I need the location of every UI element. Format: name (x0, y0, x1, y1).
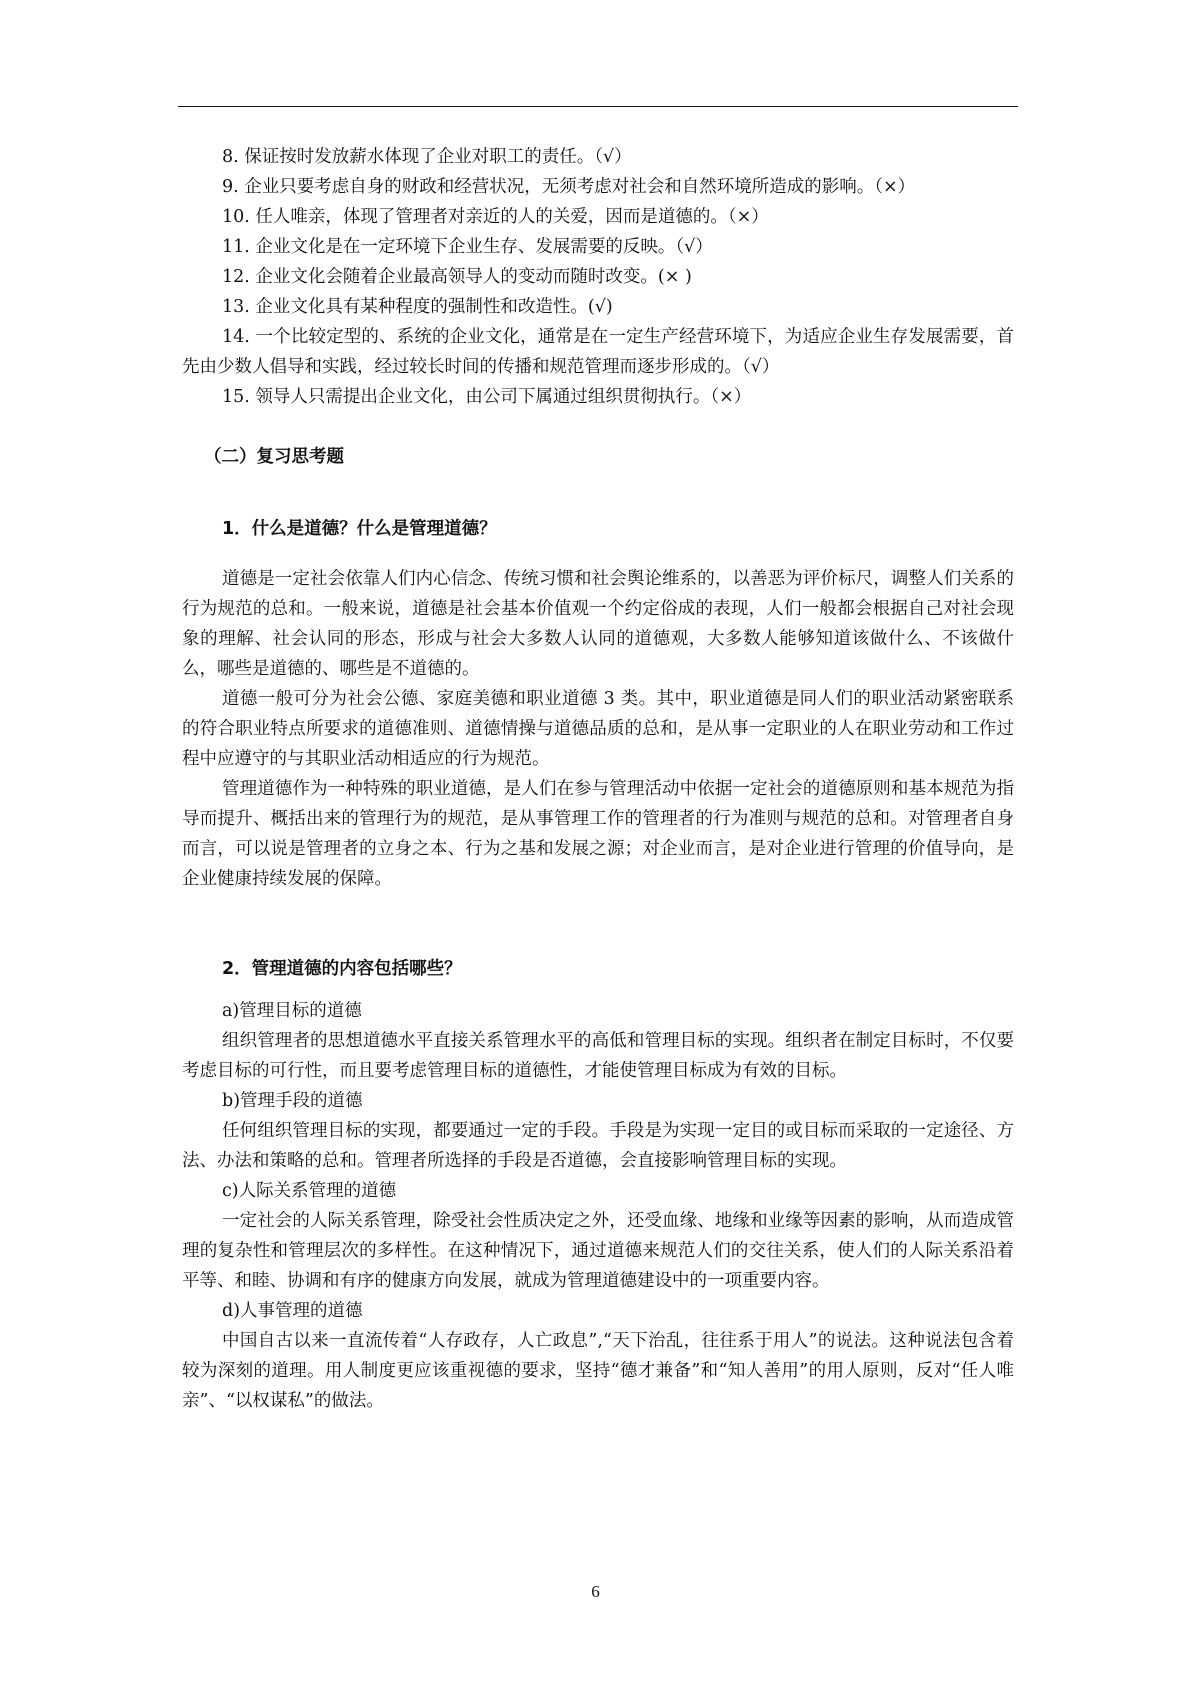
part-c-text: 一定社会的人际关系管理，除受社会性质决定之外，还受血缘、地缘和业缘等因素的影响，从而造成管理的复杂性和管理层次的多样性。在这种情况下，通过道德来规范人们的交往关系，使人们的人际关系沿着平等、和睦、协调和有序的健康方向发展，就成为管理道德建设中的一项重要内容。 (182, 1211, 1014, 1291)
part-c-label: c)人际关系管理的道德 (222, 1181, 397, 1201)
question-1-paragraph: 道德一般可分为社会公德、家庭美德和职业道德 3 类。其中，职业道德是同人们的职业活动紧密联系的符合职业特点所要求的道德准则、道德情操与道德品质的总和，是从事一定职业的人在职业劳动和工作过程中应遵守的与其职业活动相适应的行为规范。 (182, 689, 1014, 769)
section-title: （二）复习思考题 (204, 447, 344, 467)
part-b-text: 任何组织管理目标的实现，都要通过一定的手段。手段是为实现一定目的或目标而采取的一定途径、方法、办法和策略的总和。管理者所选择的手段是否道德，会直接影响管理目标的实现。 (182, 1121, 1014, 1171)
part-b-label: b)管理手段的道德 (222, 1091, 363, 1111)
page-content (182, 142, 1014, 1416)
question-2-title: 2．管理道德的内容包括哪些？ (222, 959, 462, 979)
tf-item-10: 10. 任人唯亲，体现了管理者对亲近的人的关爱，因而是道德的。（×） (222, 207, 769, 227)
header-rule (178, 106, 1018, 107)
page-number: 6 (591, 1582, 600, 1601)
question-1-paragraph: 管理道德作为一种特殊的职业道德，是人们在参与管理活动中依据一定社会的道德原则和基本规范为指导而提升、概括出来的管理行为的规范，是从事管理工作的管理者的行为准则与规范的总和。对管理者自身而言，可以说是管理者的立身之本、行为之基和发展之源；对企业而言，是对企业进行管理的价值导向，是企业健康持续发展的保障。 (182, 779, 1014, 889)
tf-item-11: 11. 企业文化是在一定环境下企业生存、发展需要的反映。（√） (222, 237, 713, 257)
part-a-label: a)管理目标的道德 (222, 1001, 362, 1021)
part-d-label: d)人事管理的道德 (222, 1301, 363, 1321)
tf-item-12: 12. 企业文化会随着企业最高领导人的变动而随时改变。(× ) (222, 267, 692, 287)
tf-item-13: 13. 企业文化具有某种程度的强制性和改造性。(√) (222, 297, 613, 317)
tf-item-14: 14. 一个比较定型的、系统的企业文化，通常是在一定生产经营环境下，为适应企业生存发展需要，首先由少数人倡导和实践，经过较长时间的传播和规范管理而逐步形成的。（√） (182, 327, 1014, 377)
question-1-paragraph: 道德是一定社会依靠人们内心信念、传统习惯和社会舆论维系的，以善恶为评价标尺，调整人们关系的行为规范的总和。一般来说，道德是社会基本价值观一个约定俗成的表现，人们一般都会根据自己对社会现象的理解、社会认同的形态，形成与社会大多数人认同的道德观，大多数人能够知道该做什么、不该做什么，哪些是道德的、哪些是不道德的。 (182, 569, 1014, 679)
tf-item-15: 15. 领导人只需提出企业文化，由公司下属通过组织贯彻执行。（×） (222, 387, 752, 407)
part-a-text: 组织管理者的思想道德水平直接关系管理水平的高低和管理目标的实现。组织者在制定目标时，不仅要考虑目标的可行性，而且要考虑管理目标的道德性，才能使管理目标成为有效的目标。 (182, 1031, 1014, 1081)
part-d-text: 中国自古以来一直流传着“人存政存，人亡政息”,“天下治乱，往往系于用人”的说法。这种说法包含着较为深刻的道理。用人制度更应该重视德的要求，坚持“德才兼备”和“知人善用”的用人原则，反对“任人唯亲”、“以权谋私”的做法。 (182, 1331, 1014, 1411)
tf-item-9: 9. 企业只要考虑自身的财政和经营状况，无须考虑对社会和自然环境所造成的影响。（×） (222, 177, 916, 197)
question-1-title: 1．什么是道德？什么是管理道德？ (222, 519, 497, 539)
tf-item-8: 8. 保证按时发放薪水体现了企业对职工的责任。（√） (222, 147, 632, 167)
